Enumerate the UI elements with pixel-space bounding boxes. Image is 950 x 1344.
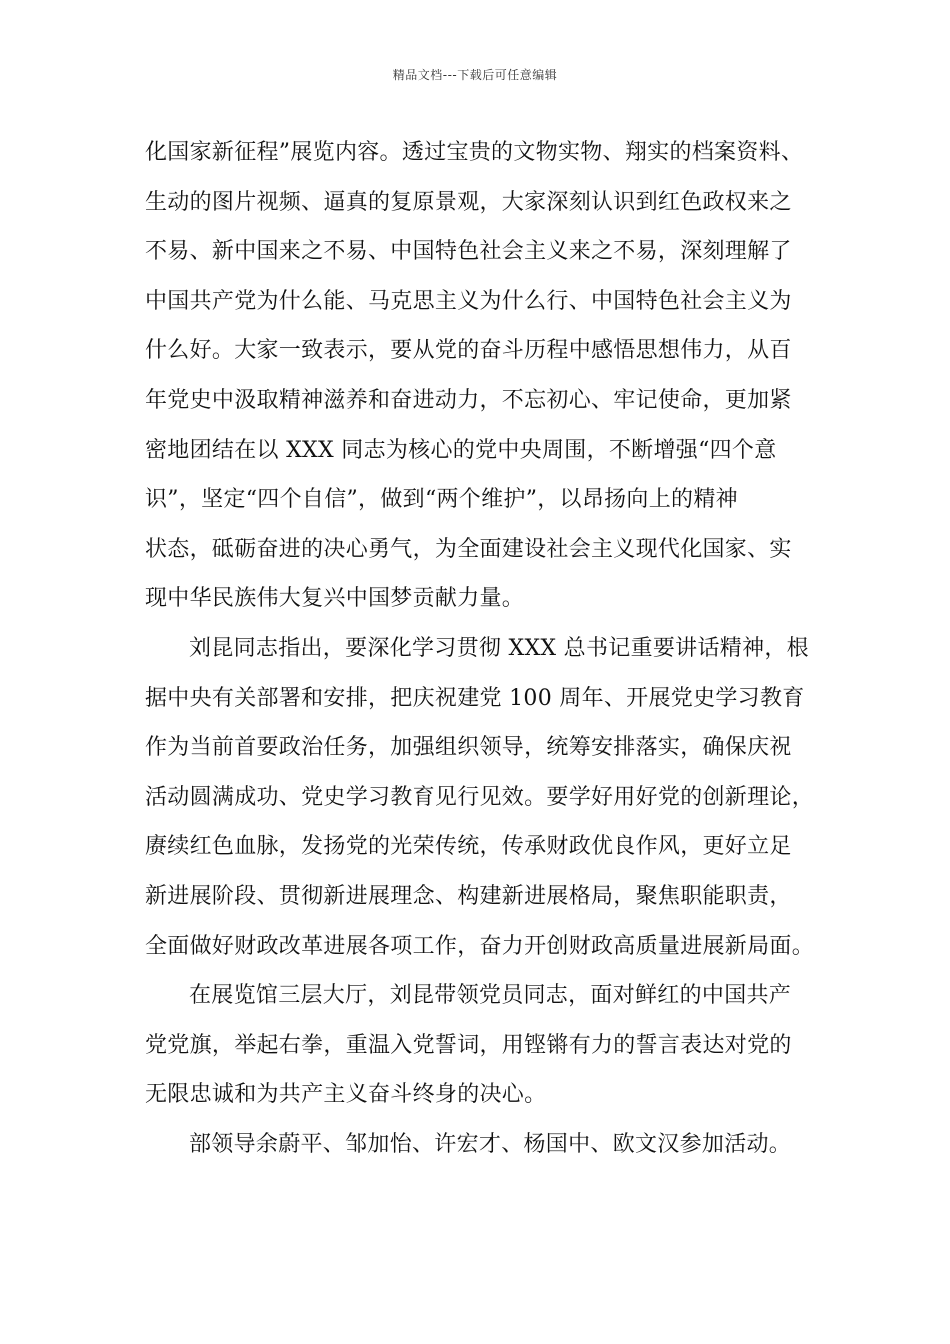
paragraph-3: [145, 971, 815, 1120]
text-line: 在展览馆三层大厅，刘昆带领党员同志，面对鲜红的中国共产: [189, 983, 792, 1009]
paragraph-1: [145, 128, 815, 624]
paragraph-4: [145, 1120, 815, 1170]
text-line: 部领导余蔚平、邹加怡、许宏才、杨国中、欧文汉参加活动。: [189, 1131, 792, 1157]
text-line: 刘昆同志指出，要深化学习贯彻 XXX 总书记重要讲话精神，根: [189, 635, 809, 661]
text-line: 化国家新征程”展览内容。透过宝贵的文物实物、翔实的档案资料、: [145, 140, 804, 165]
text-line: 密地团结在以 XXX 同志为核心的党中央周围，不断增强“四个意: [145, 437, 777, 463]
text-line: 无限忠诚和为共产主义奋斗终身的决心。: [145, 1082, 547, 1108]
text-line: 年党史中汲取精神滋养和奋进动力，不忘初心、牢记使命，更加紧: [145, 387, 792, 413]
text-line: 中国共产党为什么能、马克思主义为什么行、中国特色社会主义为: [145, 288, 792, 314]
document-body: [145, 128, 815, 1169]
text-line: 不易、新中国来之不易、中国特色社会主义来之不易，深刻理解了: [145, 239, 792, 265]
text-line: 赓续红色血脉，发扬党的光荣传统，传承财政优良作风，更好立足: [145, 834, 792, 860]
page-header: 精品文档---下载后可任意编辑: [392, 68, 558, 82]
paragraph-2: [145, 624, 815, 971]
text-line: 什么好。大家一致表示，要从党的奋斗历程中感悟思想伟力，从百: [145, 338, 792, 364]
text-line: 现中华民族伟大复兴中国梦贡献力量。: [145, 586, 525, 612]
text-line: 新进展阶段、贯彻新进展理念、构建新进展格局，聚焦职能职责，: [145, 883, 792, 909]
text-line: 状态，砥砺奋进的决心勇气，为全面建设社会主义现代化国家、实: [145, 536, 792, 562]
text-line: 识”，坚定“四个自信”，做到“两个维护”，以昂扬向上的精神: [145, 487, 738, 513]
text-line: 党党旗，举起右拳，重温入党誓词，用铿锵有力的誓言表达对党的: [145, 1032, 792, 1058]
text-line: 生动的图片视频、逼真的复原景观，大家深刻认识到红色政权来之: [145, 189, 792, 215]
text-line: 全面做好财政改革进展各项工作，奋力开创财政高质量进展新局面。: [145, 933, 815, 959]
text-line: 活动圆满成功、党史学习教育见行见效。要学好用好党的创新理论，: [145, 784, 815, 810]
text-line: 据中央有关部署和安排，把庆祝建党 100 周年、开展党史学习教育: [145, 685, 805, 711]
text-line: 作为当前首要政治任务，加强组织领导，统筹安排落实，确保庆祝: [145, 735, 792, 761]
